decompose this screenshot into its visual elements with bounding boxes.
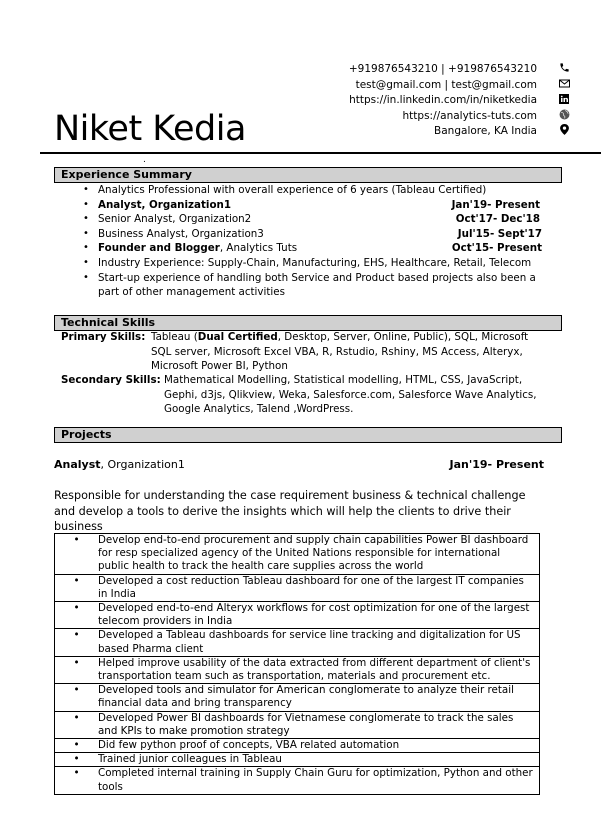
table-row: • Developed Power BI dashboards for Vietnamese conglomerate to track the sales and KPIs to make promotion strategy xyxy=(55,711,540,738)
list-item: • Industry Experience: Supply-Chain, Manufacturing, EHS, Healthcare, Retail, Telecom xyxy=(78,256,548,271)
phone-icon xyxy=(557,60,571,76)
candidate-name: Niket Kedia xyxy=(54,109,246,149)
globe-icon xyxy=(557,107,571,123)
experience-summary-heading: Experience Summary xyxy=(54,167,562,183)
list-item: • Business Analyst, Organization3 Jul'15- Sept'17 xyxy=(78,227,548,242)
project-bullets-table xyxy=(54,533,540,795)
linkedin-icon xyxy=(557,91,571,107)
table-row: • Developed end-to-end Alteryx workflows for cost optimization for one of the largest telecom providers in India xyxy=(55,602,540,629)
project-role: Analyst, Organization1 xyxy=(54,458,185,471)
list-item: • Senior Analyst, Organization2 Oct'17- Dec'18 xyxy=(78,212,548,227)
primary-skills-label: Primary Skills: xyxy=(61,331,146,343)
secondary-skills xyxy=(61,373,541,417)
table-row: • Helped improve usability of the data extracted from different department of client's transportation team such as transportation, materials and procurement etc. xyxy=(55,656,540,683)
project-date: Jan'19- Present xyxy=(449,458,544,471)
phone-numbers: +919876543210 | +919876543210 xyxy=(348,63,537,75)
primary-skills-value: Tableau (Dual Certified, Desktop, Server, Online, Public), SQL, Microsoft SQL server, Microsoft Excel VBA, R, Rstudio, Rshiny, MS Access, Alteryx, Microsoft Power BI, Python xyxy=(151,331,529,372)
website-url[interactable]: https://analytics-tuts.com xyxy=(402,109,537,122)
header-divider xyxy=(40,152,601,154)
projects-heading: Projects xyxy=(54,427,562,443)
mail-icon xyxy=(557,76,571,92)
linkedin-url[interactable]: https://in.linkedin.com/in/niketkedia xyxy=(349,94,537,106)
list-item: • Start-up experience of handling both Service and Product based projects also been a part of other management activities xyxy=(78,271,548,300)
table-row: • Developed a Tableau dashboards for service line tracking and digitalization for US based Pharma client xyxy=(55,629,540,656)
table-row: • Develop end-to-end procurement and supply chain capabilities Power BI dashboard for resp specialized agency of the United Nations responsible for international public health to track the health care supplies across the world xyxy=(55,534,540,575)
contact-block xyxy=(349,62,537,140)
table-row: • Developed a cost reduction Tableau dashboard for one of the largest IT companies in India xyxy=(55,574,540,601)
contact-icons xyxy=(557,60,571,138)
table-row: • Completed internal training in Supply Chain Guru for optimization, Python and other tools xyxy=(55,767,540,794)
table-row: • Did few python proof of concepts, VBA related automation xyxy=(55,739,540,753)
list-item: • Founder and Blogger, Analytics Tuts Oct'15- Present xyxy=(78,241,548,256)
secondary-skills-label: Secondary Skills: xyxy=(61,374,161,386)
location: Bangalore, KA India xyxy=(434,125,537,137)
primary-skills xyxy=(61,330,541,374)
list-item: • Analytics Professional with overall experience of 6 years (Tableau Certified) xyxy=(78,183,548,198)
secondary-skills-value: Mathematical Modelling, Statistical modelling, HTML, CSS, JavaScript, Gephi, d3js, Qlikview, Weka, Salesforce.com, Salesforce Wave Analytics, Google Analytics, Talend ,WordPress. xyxy=(164,374,537,415)
technical-skills-heading: Technical Skills xyxy=(54,315,562,331)
project-role-row xyxy=(54,458,544,471)
location-pin-icon xyxy=(557,122,571,138)
project-description: Responsible for understanding the case requirement business & technical challenge and develop a tools to derive the insights which will help the clients to drive their business xyxy=(54,489,526,533)
table-row: • Trained junior colleagues in Tableau xyxy=(55,753,540,767)
experience-summary-list xyxy=(78,183,548,300)
list-item: • Analyst, Organization1 Jan'19- Present xyxy=(78,198,548,213)
stray-dot: . xyxy=(143,155,146,165)
email-addresses[interactable]: test@gmail.com | test@gmail.com xyxy=(355,78,537,91)
table-row: • Developed tools and simulator for American conglomerate to analyze their retail financial data and bring transparency xyxy=(55,684,540,711)
